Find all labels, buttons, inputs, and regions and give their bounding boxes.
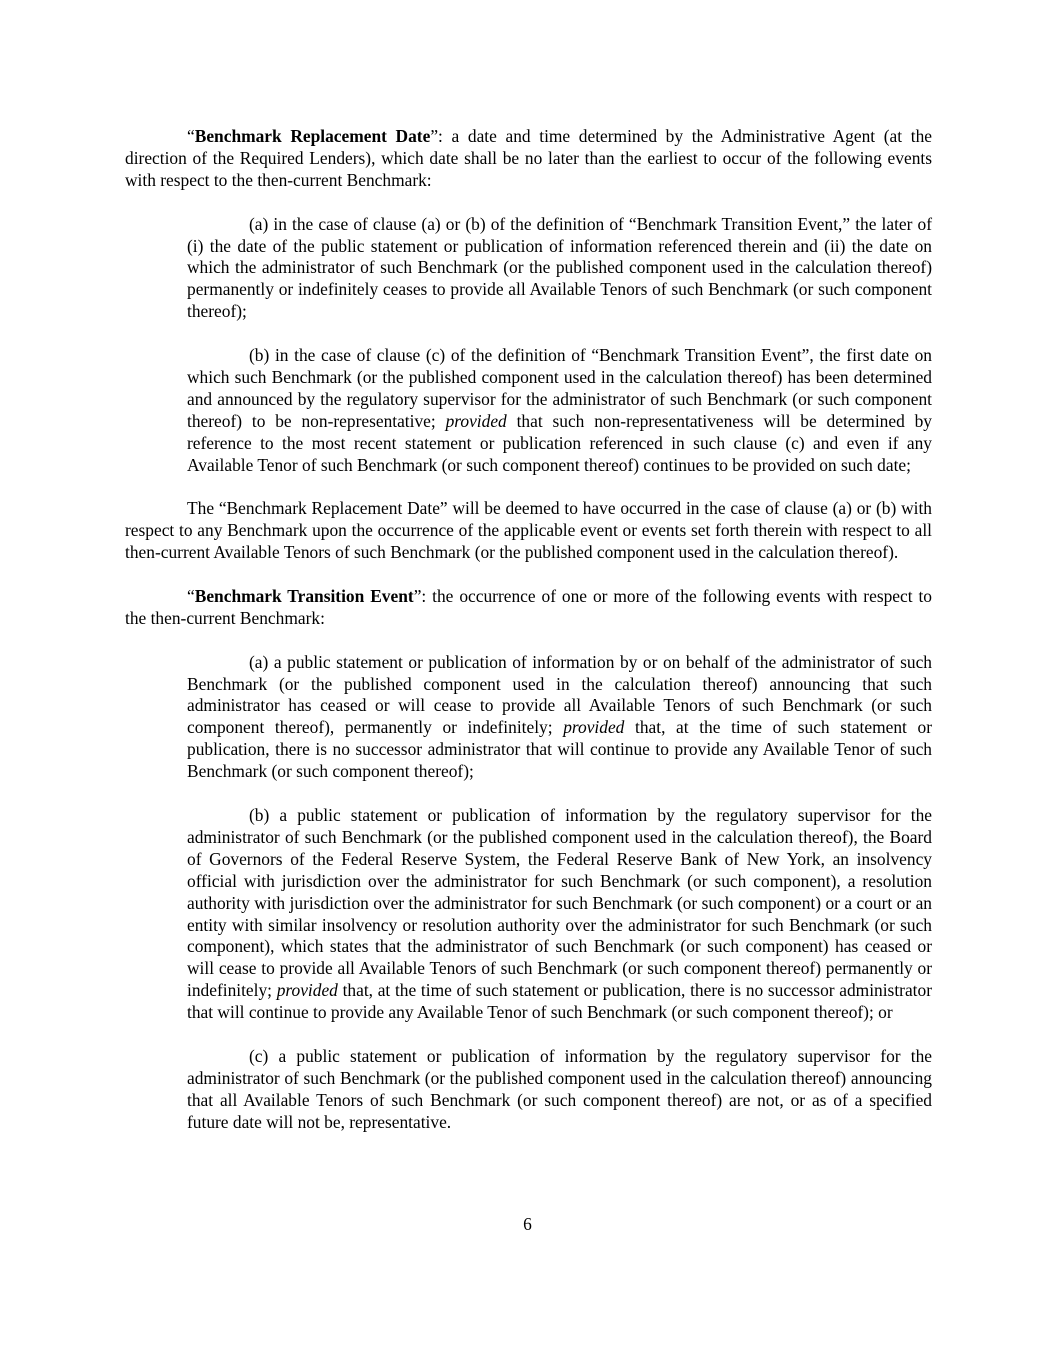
definition-benchmark-replacement-date bbox=[125, 126, 932, 192]
replacement-date-clause-b bbox=[187, 345, 932, 476]
open-quote: “ bbox=[187, 585, 195, 606]
provided-emphasis: provided bbox=[276, 980, 338, 1001]
transition-event-clause-a bbox=[187, 652, 932, 783]
transition-event-clause-c: (c) a public statement or publication of information by the regulatory supervisor for the administrator of such Benchmark (or the published component used in the calculation thereof) announcing that all Available Tenors of such Benchmark (or such component thereof) are not, or as of a specified future date will not be, representative. bbox=[187, 1045, 932, 1132]
page-number: 6 bbox=[523, 1214, 532, 1234]
clause-text: (a) a public statement or publication of information by or on behalf of the administrator of such Benchmark (or the published component used in the calculation thereof) announcing that such administrator has ceased or will cease to provide all Available Tenors of such Benchmark (or such component thereof), permanently or indefinitely; bbox=[187, 651, 932, 738]
definition-text: ”: the occurrence of one or more of the following events with respect to the then-current Benchmark: bbox=[125, 585, 933, 628]
replacement-date-clause-a: (a) in the case of clause (a) or (b) of the definition of “Benchmark Transition Event,” the later of (i) the date of the public statement or publication of information referenced therein and (ii) the date on which the administrator of such Benchmark (or the published component used in the calculation thereof) permanently or indefinitely ceases to provide all Available Tenors of such Benchmark (or such component thereof); bbox=[187, 213, 932, 322]
clause-text: that, at the time of such statement or publication, there is no successor administrator that will continue to provide any Available Tenor of such Benchmark (or such component thereof); or bbox=[187, 980, 932, 1023]
definition-text: ”: a date and time determined by the Administrative Agent (at the direction of the Required Lenders), which date shall be no later than the earliest to occur of the following events with respect to the then-current Benchmark: bbox=[125, 126, 932, 190]
provided-emphasis: provided bbox=[563, 717, 625, 738]
clause-text: (b) in the case of clause (c) of the definition of “Benchmark Transition Event”, the first date on which such Benchmark (or the published component used in the calculation thereof) has been determined and announced by the regulatory supervisor for the administrator of such Benchmark (or such component thereof) to be non-representative; bbox=[187, 345, 932, 431]
definition-benchmark-transition-event bbox=[125, 586, 932, 630]
replacement-date-deemed-paragraph: The “Benchmark Replacement Date” will be deemed to have occurred in the case of clause (a) or (b) with respect to any Benchmark upon the occurrence of the applicable event or events set forth therein with respect to all then-current Available Tenors of such Benchmark (or the published component used in the calculation thereof). bbox=[125, 498, 932, 563]
transition-event-clause-b bbox=[187, 805, 932, 1024]
clause-text: that such non-representativeness will be determined by reference to the most recent statement or publication referenced in such clause (c) and even if any Available Tenor of such Benchmark (or such component thereof) continues to be provided on such date; bbox=[187, 410, 932, 475]
clause-text: that, at the time of such statement or publication, there is no successor administrator that will continue to provide any Available Tenor of such Benchmark (or such component thereof); bbox=[187, 717, 932, 782]
open-quote: “ bbox=[187, 126, 195, 146]
defined-term: Benchmark Transition Event bbox=[194, 585, 414, 606]
provided-emphasis: provided bbox=[445, 410, 507, 431]
defined-term: Benchmark Replacement Date bbox=[194, 126, 431, 146]
document-body bbox=[125, 126, 932, 1155]
clause-text: (b) a public statement or publication of information by the regulatory supervisor for the administrator of such Benchmark (or the published component used in the calculation thereof), the Board of Governors of the Federal Reserve System, the Federal Reserve Bank of New York, an insolvency official with jurisdiction over the administrator for such Benchmark (or such component), a resolution authority with jurisdiction over the administrator for such Benchmark (or such component) or a court or an entity with similar insolvency or resolution authority over the administrator for such Benchmark (or such component), which states that the administrator of such Benchmark (or such component) has ceased or will cease to provide all Available Tenors of such Benchmark (or such component thereof) permanently or indefinitely; bbox=[187, 805, 932, 1001]
